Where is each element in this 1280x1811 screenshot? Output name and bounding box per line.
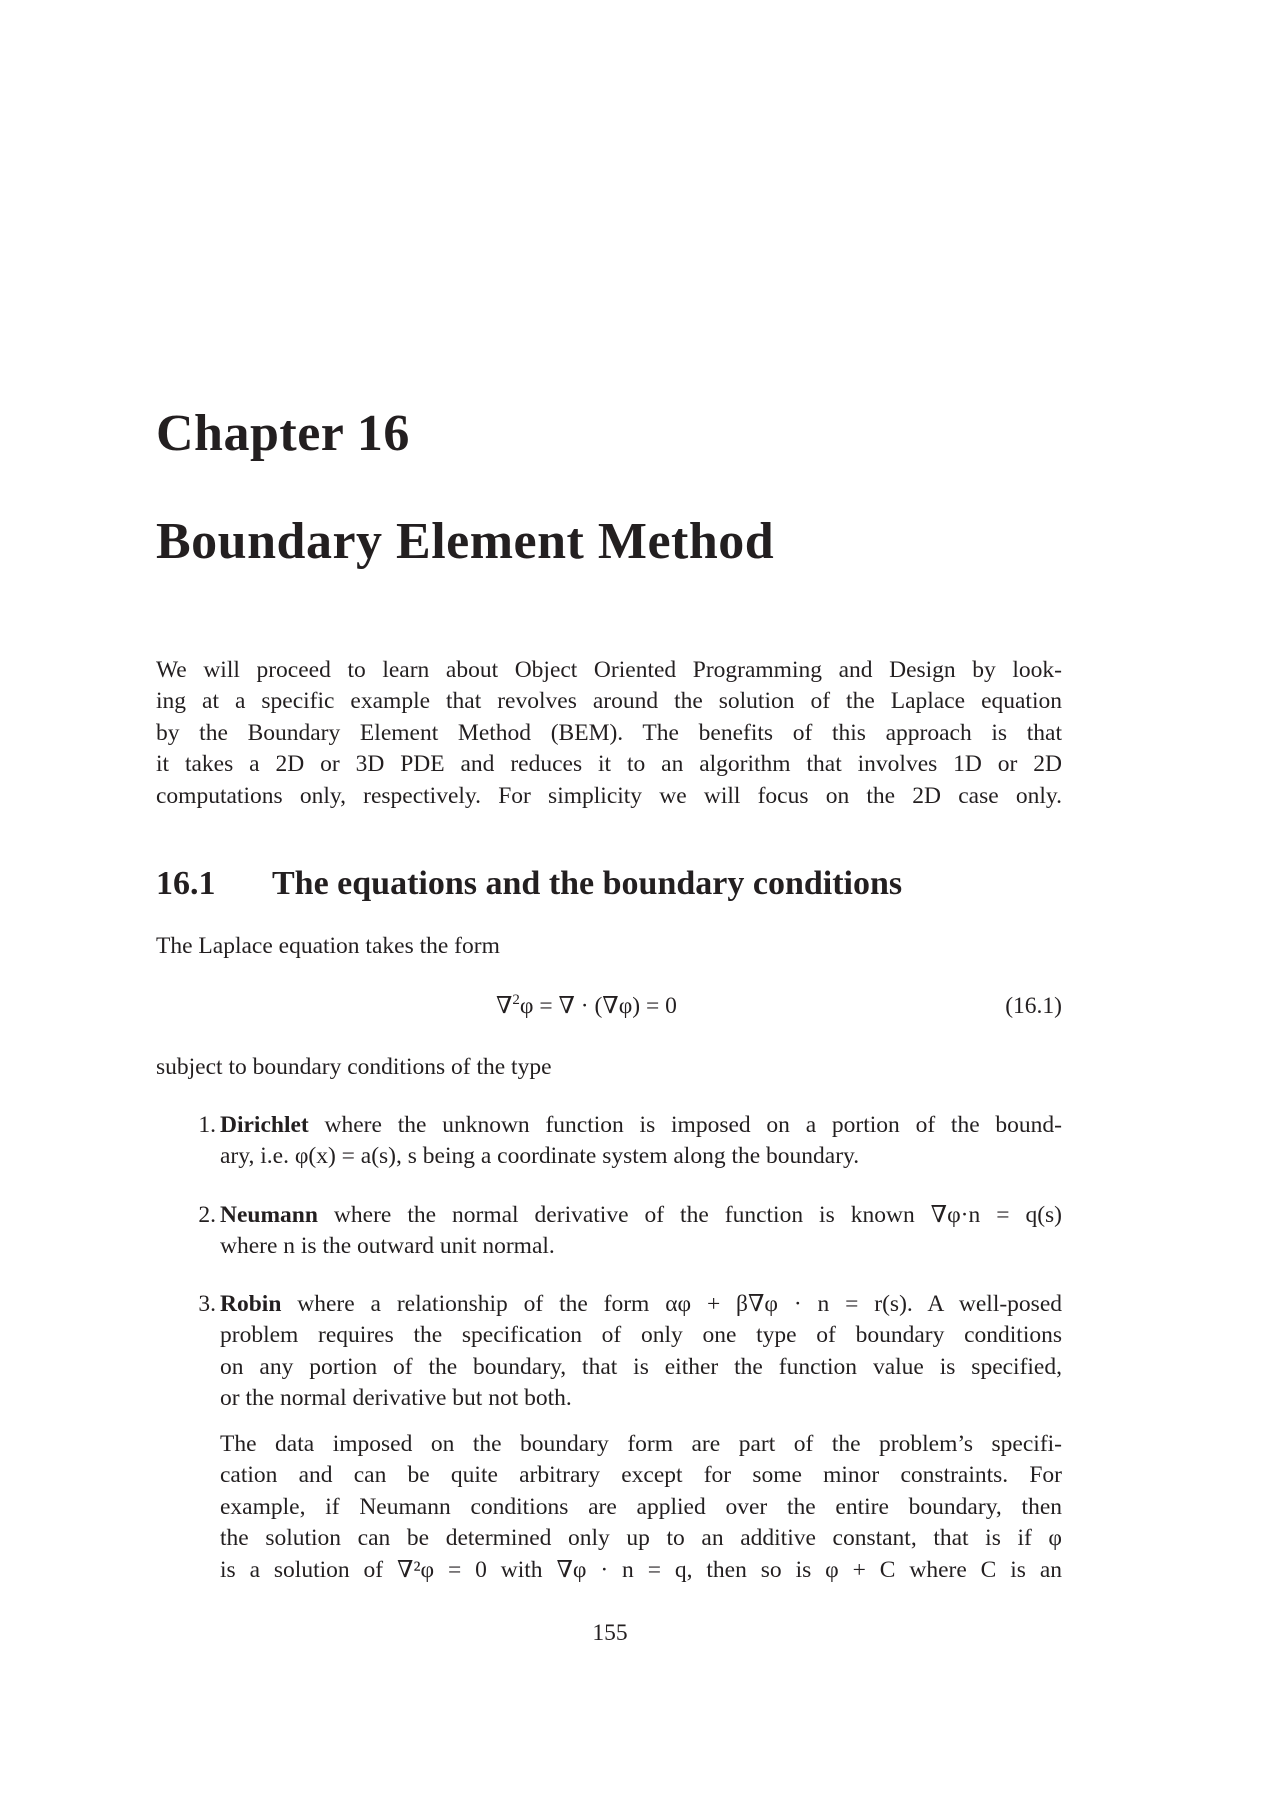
page-number: 155 — [592, 1620, 628, 1646]
followup-line: The data imposed on the boundary form are part of the problem’s specifi- — [220, 1431, 1062, 1457]
condition-content — [220, 1110, 1062, 1173]
condition-content — [220, 1200, 1062, 1263]
condition-line: ary, i.e. φ(x) = a(s), s being a coordinate system along the boundary. — [220, 1143, 860, 1170]
condition-name: Neumann — [220, 1202, 318, 1228]
followup-line: cation and can be quite arbitrary except for some minor constraints. For — [220, 1462, 1062, 1489]
equation-nabla: ∇ — [496, 993, 513, 1019]
list-number: 1. — [198, 1112, 216, 1138]
after-equation-line: subject to boundary conditions of the type — [156, 1054, 552, 1080]
intro-line: it takes a 2D or 3D PDE and reduces it to an algorithm that involves 1D or 2D — [156, 751, 1062, 778]
intro-line: We will proceed to learn about Object Oriented Programming and Design by look- — [156, 657, 1062, 683]
condition-name: Dirichlet — [220, 1112, 309, 1138]
equation-laplace — [496, 991, 677, 1022]
followup-line: is a solution of ∇²φ = 0 with ∇φ · n = q, then so is φ + C where C is an — [220, 1556, 1062, 1583]
condition-line — [220, 1200, 1062, 1231]
condition-text: where the normal derivative of the function is known ∇φ·n = q(s) — [317, 1202, 1062, 1228]
list-number: 2. — [198, 1202, 216, 1228]
chapter-title: Boundary Element Method — [156, 513, 775, 570]
followup-line: example, if Neumann conditions are applied over the entire boundary, then — [220, 1493, 1062, 1520]
list-number: 3. — [198, 1291, 216, 1317]
intro-paragraph — [156, 655, 1062, 812]
after-equation-sentence — [156, 1052, 1062, 1083]
followup-paragraph — [220, 1429, 1062, 1586]
equation-exponent: 2 — [512, 992, 520, 1008]
condition-item-dirichlet — [156, 1110, 1062, 1174]
condition-line — [220, 1289, 1062, 1320]
intro-line: computations only, respectively. For simplicity we will focus on the 2D case only. — [156, 782, 1062, 809]
intro-line: ing at a specific example that revolves around the solution of the Laplace equation — [156, 688, 1062, 715]
condition-item-neumann — [156, 1200, 1062, 1264]
condition-text: where a relationship of the form αφ + β∇φ · n = r(s). A well-posed — [281, 1291, 1062, 1317]
intro-line: by the Boundary Element Method (BEM). The benefits of this approach is that — [156, 719, 1062, 746]
equation-rest: φ = ∇ · (∇φ) = 0 — [519, 993, 677, 1019]
condition-name: Robin — [220, 1291, 282, 1317]
condition-line — [220, 1110, 1062, 1141]
condition-line: problem requires the specification of only one type of boundary conditions — [220, 1322, 1062, 1349]
followup-line: the solution can be determined only up to an additive constant, that is if φ — [220, 1525, 1062, 1552]
section-number: 16.1 — [156, 865, 216, 902]
condition-line: or the normal derivative but not both. — [220, 1385, 572, 1412]
condition-line: on any portion of the boundary, that is either the function value is specified, — [220, 1353, 1062, 1380]
equation-number: (16.1) — [1005, 993, 1062, 1019]
section-heading — [156, 864, 1062, 904]
condition-text: where the unknown function is imposed on a portion of the bound- — [308, 1112, 1062, 1138]
condition-content — [220, 1289, 1062, 1415]
section-title: The equations and the boundary conditions — [272, 865, 903, 902]
lead-sentence — [156, 931, 1062, 962]
lead-line: The Laplace equation takes the form — [156, 933, 500, 959]
condition-item-robin — [156, 1289, 1062, 1415]
chapter-label: Chapter 16 — [156, 405, 410, 462]
condition-line: where n is the outward unit normal. — [220, 1233, 555, 1260]
